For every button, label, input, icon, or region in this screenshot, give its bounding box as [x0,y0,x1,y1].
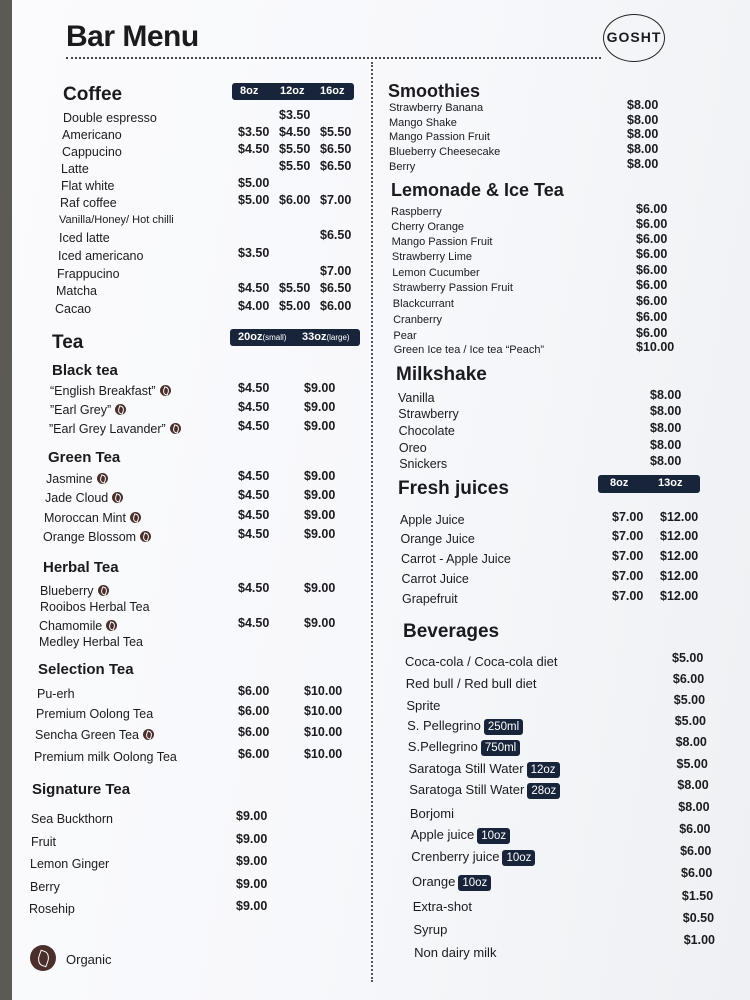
lemonade-item-name: Strawberry Passion Fruit [392,282,513,294]
lemonade-item-price: $6.00 [636,294,668,308]
smoothies-item-price: $8.00 [627,127,659,141]
milkshake-item-name: Strawberry [398,407,459,421]
tea-item-name [36,706,153,722]
coffee-item-price: $6.50 [320,159,352,173]
lemonade-item-name: Cranberry [393,314,442,326]
beverage-item-label: Apple juice [410,827,475,842]
tea-item-price-large: $9.00 [304,527,336,541]
coffee-item-price: $4.50 [238,142,270,156]
beverage-item-price: $8.00 [677,778,709,792]
menu-title: Bar Menu [66,20,199,53]
beverage-item-name [409,761,560,778]
smoothies-item-price: $8.00 [627,98,659,112]
coffee-item-name: Iced latte [59,231,110,245]
lemonade-item-name: Blackcurrant [392,298,454,310]
black-tea-heading: Black tea [52,362,118,379]
beverage-item-name [409,782,560,799]
coffee-item-name: Latte [61,162,89,176]
smoothies-item-name: Strawberry Banana [389,102,484,114]
coffee-item-name: Americano [62,128,122,142]
beverage-size-tag: 10oz [477,828,510,844]
beverage-item-label: Coca-cola / Coca-cola diet [405,654,558,669]
coffee-item-price: $4.50 [279,125,311,139]
signature-tea-heading: Signature Tea [32,781,131,798]
tea-item-label: Jasmine [46,472,93,486]
beverage-item-label: Saratoga Still Water [408,761,524,776]
smoothies-item-name: Mango Passion Fruit [389,131,490,143]
organic-leaf-icon [170,423,181,434]
beverage-item-label: Non dairy milk [414,945,497,960]
tea-item-price-large: $9.00 [304,419,336,433]
tea-item-label: Chamomile [39,619,103,633]
tea-size-large: 33oz(large) [302,331,350,343]
coffee-item-name: Raf coffee [60,196,117,210]
tea-item-price-small: $4.50 [238,581,270,595]
coffee-item-price: $4.50 [238,281,270,295]
coffee-item-name: Matcha [56,284,97,298]
beverage-item-name [410,806,454,822]
beverage-item-price: $6.00 [679,822,711,836]
lemonade-item-name: Mango Passion Fruit [391,236,493,248]
tea-item-name [39,618,143,650]
beverage-item-label: Extra-shot [412,899,472,914]
beverage-item-name [407,718,523,735]
selection-tea-heading: Selection Tea [38,661,134,678]
tea-item-name [34,749,177,765]
coffee-item-price: $3.50 [238,246,270,260]
tea-item-label: Sencha Green Tea [35,728,140,742]
lemonade-item-name: Cherry Orange [391,221,465,233]
tea-item-name [44,510,141,526]
coffee-heading: Coffee [63,84,123,105]
tea-item-price-large: $9.00 [304,616,336,630]
tea-item-label-line2: Rooibos Herbal Tea [40,600,150,614]
tea-item-label: Rosehip [29,902,75,916]
coffee-item-name: Vanilla/Honey/ Hot chilli [59,214,174,226]
juices-heading: Fresh juices [398,478,509,499]
tea-item-label: Berry [30,880,60,894]
coffee-item-price: $6.50 [320,142,352,156]
coffee-size-bar [232,83,354,100]
beverage-item-label: Crenberry juice [411,849,500,864]
coffee-item-name: Cacao [55,302,92,316]
column-divider [371,62,373,982]
beverage-item-name [411,849,535,866]
juice-item-name: Carrot Juice [401,572,469,586]
beverage-item-price: $5.00 [672,651,704,665]
juice-item-name: Grapefruit [402,592,458,606]
organic-leaf-icon [97,473,108,484]
tea-item-price-small: $9.00 [236,809,268,823]
coffee-item-name: Iced americano [58,249,144,263]
beverage-item-name [413,899,472,915]
tea-item-name [50,402,126,418]
beverage-item-label: Syrup [413,922,448,937]
tea-item-name [40,583,150,615]
tea-item-label: “English Breakfast” [50,384,156,398]
coffee-item-name: Frappucino [57,267,120,281]
milkshake-item-price: $8.00 [650,454,682,468]
milkshake-heading: Milkshake [396,364,487,385]
coffee-size-8oz: 8oz [240,85,259,97]
juice-item-name: Orange Juice [400,532,475,546]
coffee-item-price: $5.00 [238,193,270,207]
beverage-item-name [412,874,491,891]
beverage-item-label: Borjomi [409,806,454,821]
lemonade-item-price: $6.00 [636,202,668,216]
juice-item-name: Apple Juice [400,513,465,527]
beverage-item-name [413,922,447,938]
juice-item-price-13oz: $12.00 [660,569,699,583]
lemonade-item-price: $6.00 [636,263,668,277]
tea-item-label: ”Earl Grey” [50,403,112,417]
beverage-item-label: Saratoga Still Water [409,782,525,797]
tea-item-name [31,834,56,850]
coffee-item-price: $6.00 [320,299,352,313]
tea-item-label: Fruit [31,835,56,849]
tea-item-price-large: $9.00 [304,381,336,395]
organic-leaf-icon [106,620,117,631]
tea-item-name [50,383,171,399]
coffee-item-price: $5.00 [238,176,270,190]
herbal-tea-heading: Herbal Tea [43,559,119,576]
tea-item-name [49,421,181,437]
beverage-size-tag: 12oz [527,762,560,778]
coffee-item-price: $5.50 [279,142,311,156]
tea-size-bar [230,329,360,346]
tea-item-label: ”Earl Grey Lavander” [49,422,166,436]
milkshake-item-name: Vanilla [398,391,435,405]
tea-item-price-large: $10.00 [304,704,343,718]
coffee-item-price: $5.50 [279,281,311,295]
tea-item-label: Blueberry [40,584,94,598]
tea-item-price-large: $10.00 [304,725,343,739]
beverage-item-price: $8.00 [675,735,707,749]
lemonade-item-price: $6.00 [636,247,668,261]
milkshake-item-price: $8.00 [650,404,682,418]
tea-item-label: Pu-erh [37,687,75,701]
tea-item-label: Premium milk Oolong Tea [34,750,177,764]
smoothies-item-name: Berry [389,161,416,173]
beverage-item-price: $8.00 [678,800,710,814]
tea-item-label: Sea Buckthorn [31,812,113,826]
green-tea-heading: Green Tea [48,449,121,466]
juice-item-price-13oz: $12.00 [660,510,699,524]
tea-item-price-small: $4.50 [238,381,270,395]
tea-item-price-large: $9.00 [304,581,336,595]
beverage-item-name [405,654,557,670]
organic-leaf-icon [140,531,151,542]
organic-leaf-icon [112,492,123,503]
tea-size-small: 20oz(small) [238,331,287,343]
tea-item-name [43,529,151,545]
coffee-item-price: $5.50 [320,125,352,139]
coffee-item-price: $7.00 [320,193,352,207]
tea-heading: Tea [52,332,84,353]
beverage-item-name [406,676,537,692]
beverage-item-label: Orange [412,874,456,889]
tea-item-price-small: $4.50 [238,616,270,630]
smoothies-item-price: $8.00 [627,157,659,171]
beverage-item-price: $6.00 [681,866,713,880]
tea-item-label: Moroccan Mint [44,511,126,525]
tea-item-name [37,686,75,702]
brand-logo [603,14,665,62]
lemonade-item-price: $6.00 [636,310,668,324]
coffee-item-price: $6.00 [279,193,311,207]
tea-item-price-small: $4.50 [238,419,270,433]
coffee-item-price: $5.50 [279,159,311,173]
tea-item-label: Jade Cloud [45,491,109,505]
tea-item-price-small: $9.00 [236,899,268,913]
beverage-item-label: S.Pellegrino [407,739,478,754]
tea-item-price-small: $4.50 [238,527,270,541]
tea-item-label: Premium Oolong Tea [36,707,154,721]
milkshake-item-price: $8.00 [650,421,682,435]
juices-size-13oz: 13oz [658,477,683,489]
lemonade-item-name: Lemon Cucumber [392,267,480,279]
lemonade-item-price: $6.00 [636,278,668,292]
tea-item-price-large: $9.00 [304,488,336,502]
lemonade-item-name: Pear [393,330,417,342]
milkshake-item-name: Oreo [398,441,427,455]
beverage-item-label: Sprite [406,698,441,713]
lemonade-item-name: Raspberry [391,206,442,218]
coffee-item-name: Cappucino [62,145,122,159]
juice-item-price-13oz: $12.00 [660,529,699,543]
beverage-item-name [406,698,440,714]
lemonade-item-name: Strawberry Lime [391,251,472,263]
beverage-item-price: $5.00 [676,757,708,771]
organic-leaf-icon [115,404,126,415]
tea-item-name [30,856,109,872]
juice-item-price-8oz: $7.00 [612,529,644,543]
tea-item-name [31,811,113,827]
juice-item-price-8oz: $7.00 [612,549,644,563]
tea-item-label: Orange Blossom [43,530,137,544]
tea-item-price-small: $6.00 [238,684,270,698]
beverage-item-price: $5.00 [674,714,706,728]
beverages-heading: Beverages [403,621,500,642]
beverage-size-tag: 10oz [502,850,535,866]
beverage-item-price: $1.50 [681,889,714,903]
beverage-item-label: Red bull / Red bull diet [405,676,537,691]
juice-item-price-8oz: $7.00 [612,569,644,583]
milkshake-item-name: Chocolate [398,424,455,438]
coffee-item-price: $3.50 [279,108,311,122]
tea-item-label: Lemon Ginger [30,857,110,871]
coffee-item-price: $6.50 [320,228,352,242]
lemonade-heading: Lemonade & Ice Tea [391,180,564,200]
lemonade-item-price: $6.00 [636,326,668,340]
beverage-item-price: $6.00 [680,844,712,858]
header-divider [66,57,601,59]
tea-item-price-small: $6.00 [238,747,270,761]
coffee-item-price: $5.00 [279,299,311,313]
smoothies-heading: Smoothies [388,81,481,101]
tea-item-price-small: $9.00 [236,854,268,868]
coffee-item-name: Double espresso [63,111,157,125]
organic-label: Organic [66,952,112,967]
juices-size-8oz: 8oz [610,477,629,489]
juice-item-price-8oz: $7.00 [612,510,644,524]
beverage-item-name [408,739,520,756]
tea-item-price-large: $9.00 [304,469,336,483]
smoothies-item-name: Mango Shake [389,117,457,129]
smoothies-item-price: $8.00 [627,142,659,156]
coffee-item-price: $6.50 [320,281,352,295]
tea-item-name [35,727,154,743]
juices-size-bar [598,475,700,493]
tea-item-price-large: $9.00 [304,508,336,522]
organic-leaf-icon [160,385,171,396]
lemonade-item-price: $6.00 [636,232,668,246]
tea-item-price-small: $4.50 [238,400,270,414]
coffee-item-price: $7.00 [320,264,352,278]
tea-item-price-large: $9.00 [304,400,336,414]
tea-item-name [45,490,123,506]
tea-item-price-small: $6.00 [238,704,270,718]
tea-item-price-small: $4.50 [238,469,270,483]
tea-item-name [29,901,75,917]
smoothies-item-name: Blueberry Cheesecake [389,146,501,158]
logo-wordmark: GOSHT [606,29,662,45]
beverage-item-name [411,827,511,844]
coffee-item-name: Flat white [61,179,115,193]
tea-item-name [30,879,60,895]
milkshake-item-name: Snickers [399,457,448,471]
tea-item-price-small: $6.00 [238,725,270,739]
tea-item-name [46,471,108,487]
lemonade-item-name: Green Ice tea / Ice tea “Peach” [393,344,545,356]
tea-item-label-line2: Medley Herbal Tea [39,635,143,649]
beverage-item-name [414,945,496,961]
juice-item-price-13oz: $12.00 [660,549,699,563]
beverage-item-price: $5.00 [673,693,706,707]
beverage-item-label: S. Pellegrino [407,718,481,733]
beverage-size-tag: 28oz [527,783,560,799]
tea-item-price-small: $9.00 [236,877,268,891]
coffee-size-16oz: 16oz [320,85,345,97]
organic-leaf-icon [30,945,56,971]
coffee-size-12oz: 12oz [280,85,305,97]
juice-item-name: Carrot - Apple Juice [401,552,511,566]
beverage-item-price: $1.00 [683,933,715,947]
organic-leaf-icon [130,512,141,523]
lemonade-item-price: $6.00 [636,217,668,231]
beverage-item-price: $0.50 [682,911,715,925]
beverage-size-tag: 750ml [481,740,520,756]
tea-item-price-large: $10.00 [304,747,343,761]
smoothies-item-price: $8.00 [627,113,659,127]
beverage-item-price: $6.00 [672,672,705,686]
beverage-size-tag: 250ml [484,719,523,735]
coffee-item-price: $4.00 [238,299,270,313]
tea-item-price-large: $10.00 [304,684,343,698]
organic-leaf-icon [98,585,109,596]
juice-item-price-13oz: $12.00 [660,589,699,603]
milkshake-item-price: $8.00 [650,388,682,402]
beverage-size-tag: 10oz [458,875,491,891]
tea-item-price-small: $4.50 [238,508,270,522]
organic-leaf-icon [143,729,154,740]
juice-item-price-8oz: $7.00 [612,589,644,603]
milkshake-item-price: $8.00 [650,438,682,452]
lemonade-item-price: $10.00 [636,340,675,354]
coffee-item-price: $3.50 [238,125,270,139]
tea-item-price-small: $9.00 [236,832,268,846]
tea-item-price-small: $4.50 [238,488,270,502]
